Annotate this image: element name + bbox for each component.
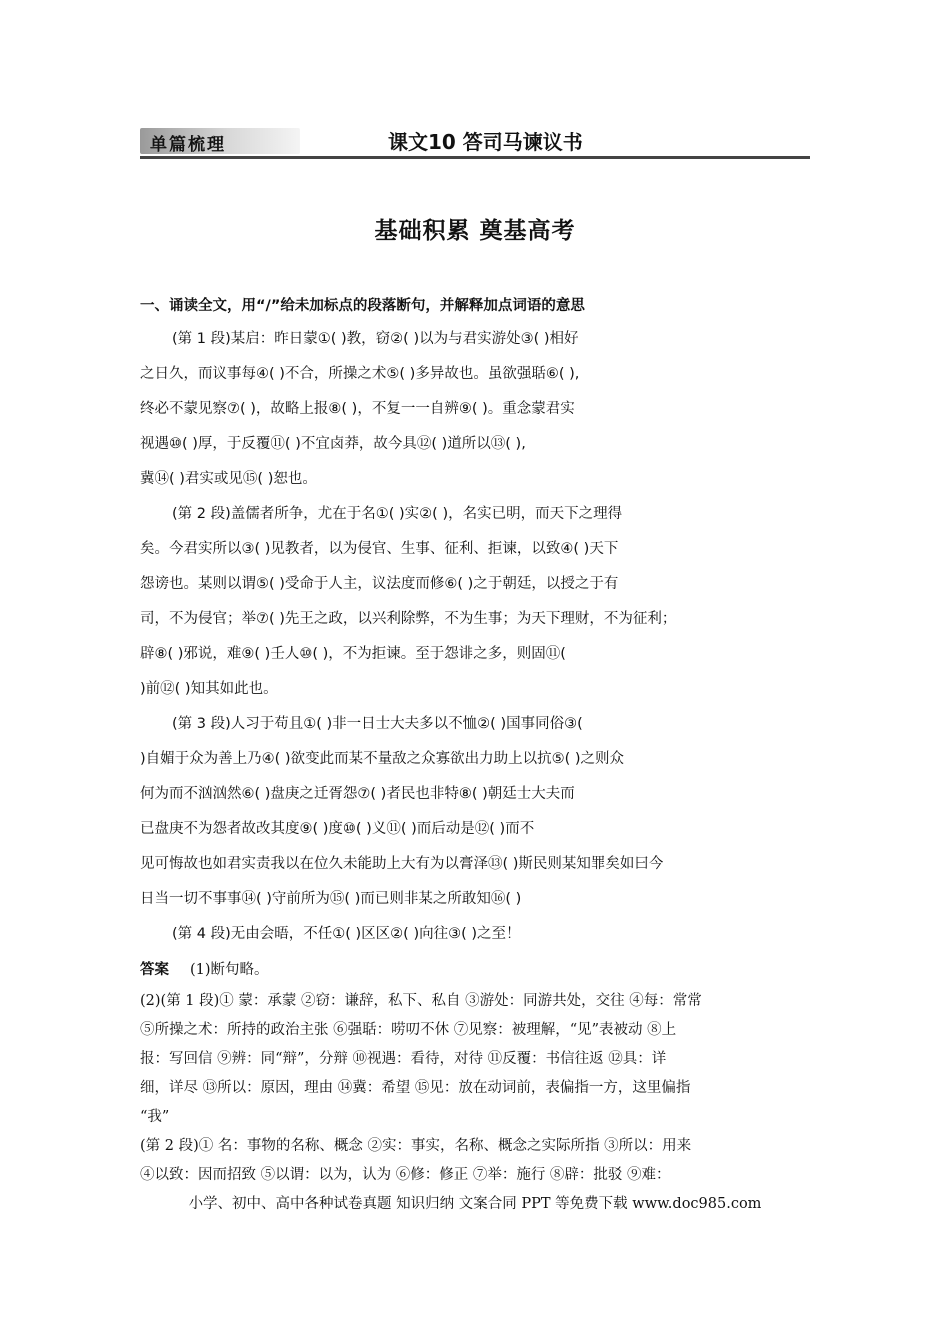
answer-line: 报：写回信 ⑨辨：同“辩”，分辩 ⑩视遇：看待，对待 ⑪反覆：书信往返 ⑫具：详 [140,1051,667,1067]
answer-line: (第 2 段)① 名：事物的名称、概念 ②实：事实，名称、概念之实际所指 ③所以：用来 [140,1138,692,1154]
passage-line: )自媚于众为善上乃④( )欲变此而某不量敌之众寡欲出力助上以抗⑤( )之则众 [140,751,624,767]
passage-line: 终必不蒙见察⑦( )，故略上报⑧( )，不复一一自辨⑨( )。重念蒙君实 [140,401,575,417]
passage-line: 视遇⑩( )厚，于反覆⑪( )不宜卤莽，故今具⑫( )道所以⑬( ), [140,436,526,452]
passage-line: 何为而不汹汹然⑥( )盘庚之迁胥怨⑦( )者民也非特⑧( )朝廷士大夫而 [140,786,575,802]
answer-line: “我” [140,1109,170,1125]
answer-line: ⑤所操之术：所持的政治主张 ⑥强聒：唠叨不休 ⑦见察：被理解，“见”表被动 ⑧上 [140,1022,677,1038]
answer-label: 答案 [140,962,169,978]
passage-line: 冀⑭( )君实或见⑮( )恕也。 [140,471,317,487]
answer-line: (1)断句略。 [190,962,269,978]
answer-line: (2)(第 1 段)① 蒙：承蒙 ②窃：谦辞，私下、私自 ③游处：同游共处，交往 ④每：常常 [140,993,702,1009]
passage-line: (第 2 段)盖儒者所争，尤在于名①( )实②( )，名实已明，而天下之理得 [172,506,623,522]
section-title: 基础积累 奠基高考 [374,218,576,244]
passage-line: (第 3 段)人习于苟且①( )非一日士大夫多以不恤②( )国事同俗③( [172,716,583,732]
lesson-title: 课文10 答司马谏议书 [388,130,583,154]
passage-line: (第 1 段)某启：昨日蒙①( )教，窃②( )以为与君实游处③( )相好 [172,331,579,347]
passage-line: 司，不为侵官；举⑦( )先王之政，以兴利除弊，不为生事；为天下理财，不为征利； [140,611,677,627]
passage-line: 见可悔故也如君实责我以在位久未能助上大有为以膏泽⑬( )斯民则某知罪矣如曰今 [140,856,664,872]
answer-line: 细，详尽 ⑬所以：原因，理由 ⑭冀：希望 ⑮见：放在动词前，表偏指一方，这里偏指 [140,1080,691,1096]
passage-line: )前⑫( )知其如此也。 [140,681,278,697]
page-footer: 小学、初中、高中各种试卷真题 知识归纳 文案合同 PPT 等免费下载 www.doc985.com [188,1196,762,1212]
passage-line: 已盘庚不为怨者故改其度⑨( )度⑩( )义⑪( )而后动是⑫( )而不 [140,821,535,837]
question-heading: 一、诵读全文，用“/”给未加标点的段落断句，并解释加点词语的意思 [140,298,585,314]
passage-line: 矣。今君实所以③( )见教者，以为侵官、生事、征利、拒谏，以致④( )天下 [140,541,619,557]
passage-line: 怨谤也。某则以谓⑤( )受命于人主，议法度而修⑥( )之于朝廷，以授之于有 [140,576,619,592]
answer-line: ④以致：因而招致 ⑤以谓：以为，认为 ⑥修：修正 ⑦举：施行 ⑧辟：批驳 ⑨难： [140,1167,671,1183]
passage-line: 日当一切不事事⑭( )守前所为⑮( )而已则非某之所敢知⑯( ) [140,891,522,907]
passage-line: 之日久，而议事每④( )不合，所操之术⑤( )多异故也。虽欲强聒⑥( ), [140,366,580,382]
passage-line: 辟⑧( )邪说，难⑨( )壬人⑩( )，不为拒谏。至于怨诽之多，则固⑪( [140,646,566,662]
passage-line: (第 4 段)无由会晤，不任①( )区区②( )向往③( )之至！ [172,926,521,942]
section-tag: 单篇梳理 [150,135,226,155]
